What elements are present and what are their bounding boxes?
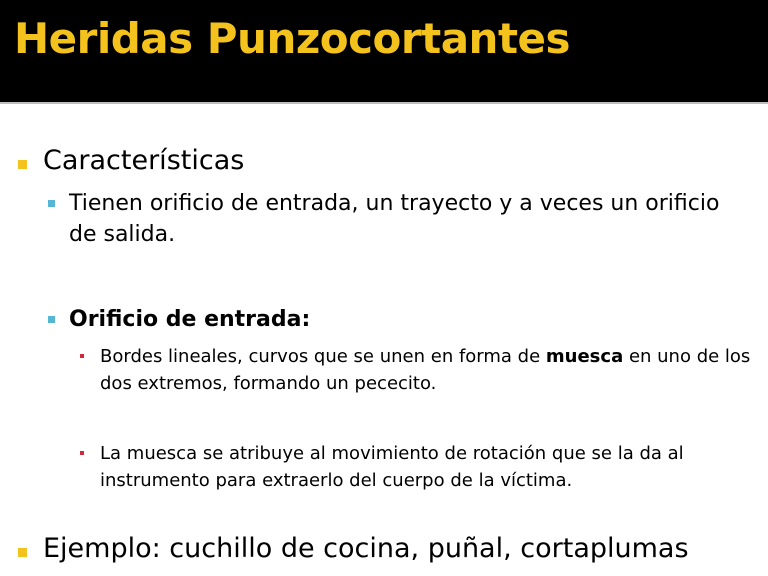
bullet-characteristics [18,144,758,178]
square-bullet-icon [48,316,55,323]
bullet-text: La muesca se atribuye al movimiento de rotación que se la da al instrumento para extraerlo del cuerpo de la víctima. [100,443,684,491]
bullet-entry-point-2 [80,440,760,494]
bullet-example [18,532,758,566]
square-bullet-icon [18,160,27,169]
slide-title: Heridas Punzocortantes [14,14,570,63]
square-bullet-icon [80,354,84,358]
title-bar [0,0,768,102]
text-segment: Bordes lineales, curvos que se unen en forma de [100,346,546,367]
bullet-text [100,343,760,397]
bullet-characteristics-detail [48,188,748,250]
bullet-text: Ejemplo: cuchillo de cocina, puñal, cortaplumas [43,533,689,564]
bullet-text: Orificio de entrada: [69,307,311,332]
bullet-text: Características [43,145,245,176]
title-divider [0,102,768,104]
square-bullet-icon [18,548,27,557]
bullet-text: Tienen orificio de entrada, un trayecto y a veces un orificio de salida. [69,191,720,247]
text-segment: en uno de los dos extremos, formando un pececito. [100,346,751,394]
square-bullet-icon [48,200,55,207]
bullet-entry-point-1 [80,343,760,397]
bullet-entry-heading [48,304,748,335]
bold-term: muesca [545,346,624,367]
square-bullet-icon [80,451,84,455]
